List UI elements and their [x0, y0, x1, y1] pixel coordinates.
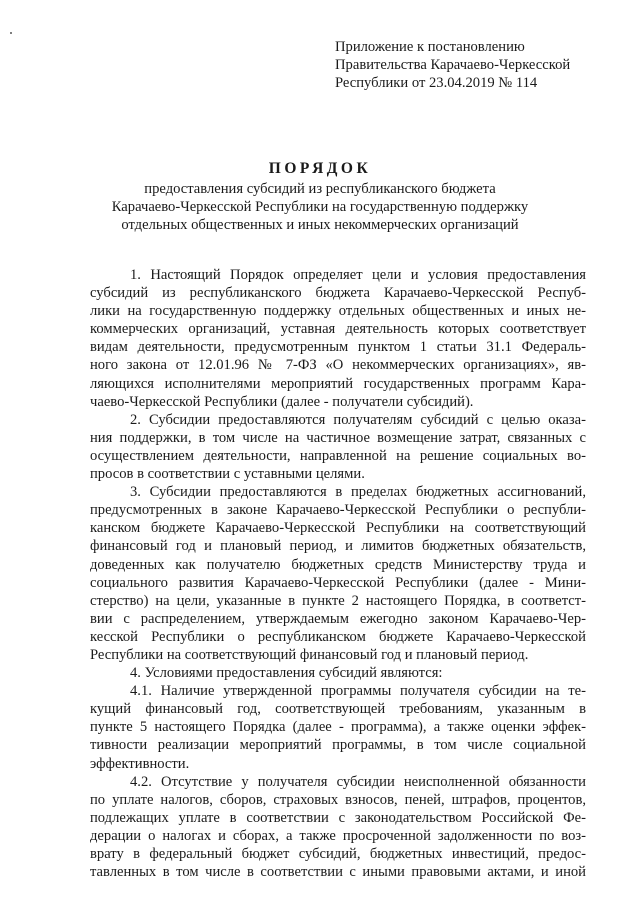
body-line: врату в федеральный бюджет субсидий, бюджетных инвестиций, предос- [90, 846, 586, 862]
body-line: дерации о налогах и сборах, а также просроченной задолженности по воз- [90, 827, 586, 844]
body-line: предусмотренных в законе Карачаево-Черкесской Республики о республи- [90, 502, 586, 519]
body-line: 3. Субсидии предоставляются в пределах бюджетных ассигнований, [130, 484, 586, 501]
body-line: кесской Республики о республиканском бюджете Карачаево-Черкесской [90, 628, 586, 645]
body-line: пункте 5 настоящего Порядка (далее - программа), а также оценки эффек- [90, 719, 586, 736]
body-line: видам деятельности, предусмотренным пунктом 1 статьи 31.1 Федераль- [90, 339, 586, 356]
body-line: субсидий из республиканского бюджета Карачаево-Черкесской Респуб- [90, 285, 586, 302]
body-line: ния поддержки, в том числе на частичное возмещение затрат, связанных с [90, 429, 586, 446]
appendix-line: Приложение к постановлению [335, 39, 525, 55]
appendix-line: Правительства Карачаево-Черкесской [335, 57, 571, 73]
body-line: ного закона от 12.01.96 № 7-ФЗ «О некоммерческих организациях», яв- [90, 357, 586, 374]
subtitle-line: Карачаево-Черкесской Республики на государственную поддержку [111, 199, 529, 215]
body-line: ляющихся исполнителями мероприятий государственных программ Кара- [90, 375, 586, 392]
appendix-note [335, 38, 625, 92]
body-line: стерство) на цели, указанные в пункте 2 настоящего Порядка, в соответст- [90, 592, 586, 609]
body-line: по уплате налогов, сборов, страховых взносов, пеней, штрафов, процентов, [90, 791, 586, 808]
appendix-line: Республики от 23.04.2019 № 114 [335, 75, 538, 91]
body-line: 4.1. Наличие утвержденной программы получателя субсидии на те- [130, 683, 586, 700]
body-line: 2. Субсидии предоставляются получателям субсидий с целью оказа- [130, 411, 586, 428]
body-line: просов в соответствии с уставными целями. [90, 466, 365, 483]
body-line: тивности реализации мероприятий программы, в том числе социальной [90, 737, 586, 754]
body-line: эффективности. [90, 755, 190, 772]
document-body [90, 266, 586, 881]
document-subtitle [0, 180, 640, 234]
body-line: тавленных в том числе в соответствии с иными правовыми актами, и иной [90, 864, 586, 881]
body-line: 1. Настоящий Порядок определяет цели и условия предоставления [130, 267, 586, 283]
scan-speck [10, 32, 12, 34]
body-line: вии с распределением, утверждаемым ежегодно законом Карачаево-Чер- [90, 610, 586, 627]
body-line: социального развития Карачаево-Черкесской Республики (далее - Мини- [90, 574, 586, 591]
body-line: лики на государственную поддержку отдельных общественных и иных не- [90, 303, 586, 320]
body-line: 4. Условиями предоставления субсидий являются: [130, 665, 443, 682]
body-line: подлежащих уплате в соответствии с законодательством Российской Фе- [90, 809, 586, 826]
body-line: кущий финансовый год, соответствующей требованиям, указанным в [90, 701, 586, 718]
body-line: чаево-Черкесской Республики (далее - получатели субсидий). [90, 393, 474, 410]
body-line: доведенных как получателю бюджетных средств Министерству труда и [90, 556, 586, 573]
subtitle-line: отдельных общественных и иных некоммерческих организаций [121, 217, 519, 233]
subtitle-line: предоставления субсидий из республиканского бюджета [144, 181, 496, 197]
body-line: Республики на соответствующий финансовый год и плановый период. [90, 646, 529, 663]
document-title: ПОРЯДОК [268, 160, 372, 177]
body-line: 4.2. Отсутствие у получателя субсидии неисполненной обязанности [130, 773, 586, 790]
body-line: осуществлением деятельности, направленной на решение социальных во- [90, 447, 586, 464]
body-line: финансовый год и плановый период, и лимитов бюджетных обязательств, [90, 538, 586, 555]
body-line: коммерческих организаций, уставная деятельность которых соответствует [90, 321, 586, 338]
body-line: канском бюджете Карачаево-Черкесской Республики на соответствующий [90, 520, 586, 537]
